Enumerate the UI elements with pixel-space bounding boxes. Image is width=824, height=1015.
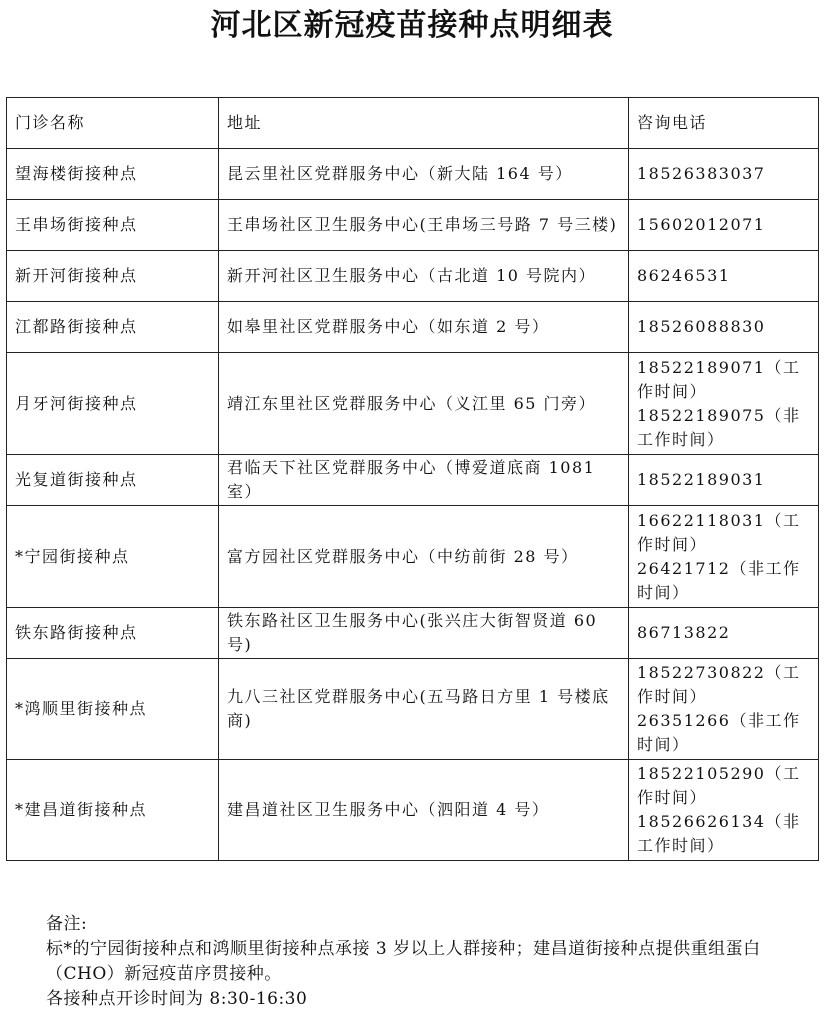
address-cell: 新开河社区卫生服务中心（古北道 10 号院内） <box>219 251 629 302</box>
phone-cell <box>629 302 819 353</box>
header-clinic-name: 门诊名称 <box>7 98 219 149</box>
clinic-name-cell: 铁东路街接种点 <box>7 608 219 659</box>
phone-cell <box>629 760 819 861</box>
address-cell: 九八三社区党群服务中心(五马路日方里 1 号楼底商) <box>219 659 629 760</box>
table-row <box>7 200 819 251</box>
phone-number: 86713822 <box>637 623 731 642</box>
table-row <box>7 760 819 861</box>
phone-cell <box>629 608 819 659</box>
phone-number: 26351266（非工作时间） <box>637 711 801 754</box>
clinic-table <box>6 97 819 861</box>
phone-cell <box>629 251 819 302</box>
table-row <box>7 302 819 353</box>
address-cell: 如皋里社区党群服务中心（如东道 2 号） <box>219 302 629 353</box>
address-cell: 铁东路社区卫生服务中心(张兴庄大街智贤道 60 号) <box>219 608 629 659</box>
notes-line-1: 标*的宁园街接种点和鸿顺里街接种点承接 3 岁以上人群接种；建昌道街接种点提供重组蛋白（CHO）新冠疫苗序贯接种。 <box>46 939 761 984</box>
clinic-name-cell: *宁园街接种点 <box>7 506 219 608</box>
clinic-name-cell: 光复道街接种点 <box>7 455 219 506</box>
phone-cell <box>629 149 819 200</box>
table-row <box>7 455 819 506</box>
table-row <box>7 149 819 200</box>
phone-number: 18526626134（非工作时间） <box>637 812 801 855</box>
clinic-name-cell: 新开河街接种点 <box>7 251 219 302</box>
phone-cell <box>629 455 819 506</box>
phone-cell <box>629 659 819 760</box>
phone-number: 18526383037 <box>637 164 766 183</box>
phone-number: 18522730822（工作时间） <box>637 663 801 706</box>
clinic-name-cell: 江都路街接种点 <box>7 302 219 353</box>
clinic-name-cell: 王串场街接种点 <box>7 200 219 251</box>
clinic-name-cell: 望海楼街接种点 <box>7 149 219 200</box>
address-cell: 君临天下社区党群服务中心（博爱道底商 1081 室） <box>219 455 629 506</box>
table-row <box>7 251 819 302</box>
address-cell: 富方园社区党群服务中心（中纺前街 28 号） <box>219 506 629 608</box>
phone-cell <box>629 200 819 251</box>
phone-number: 18522189071（工作时间） <box>637 357 801 401</box>
phone-number: 26421712（非工作时间） <box>637 558 801 602</box>
phone-number: 18522189075（非工作时间） <box>637 405 801 449</box>
page-title: 河北区新冠疫苗接种点明细表 <box>210 8 614 43</box>
phone-cell <box>629 353 819 455</box>
table-row <box>7 506 819 608</box>
clinic-name-cell: *建昌道街接种点 <box>7 760 219 861</box>
header-phone: 咨询电话 <box>629 98 819 149</box>
table-header-row <box>7 98 819 149</box>
table-row <box>7 659 819 760</box>
table-row <box>7 608 819 659</box>
clinic-name-cell: *鸿顺里街接种点 <box>7 659 219 760</box>
address-cell: 建昌道社区卫生服务中心（泗阳道 4 号） <box>219 760 629 861</box>
phone-number: 16622118031（工作时间） <box>637 510 801 554</box>
address-cell: 昆云里社区党群服务中心（新大陆 164 号） <box>219 149 629 200</box>
address-cell: 靖江东里社区党群服务中心（义江里 65 门旁） <box>219 353 629 455</box>
phone-number: 86246531 <box>637 266 731 285</box>
header-address: 地址 <box>219 98 629 149</box>
phone-cell <box>629 506 819 608</box>
phone-number: 15602012071 <box>637 215 766 234</box>
notes-line-2: 各接种点开诊时间为 8:30-16:30 <box>46 989 308 1009</box>
notes-heading: 备注: <box>46 914 88 934</box>
phone-number: 18522189031 <box>637 470 766 489</box>
clinic-name-cell: 月牙河街接种点 <box>7 353 219 455</box>
phone-number: 18522105290（工作时间） <box>637 764 801 807</box>
address-cell: 王串场社区卫生服务中心(王串场三号路 7 号三楼) <box>219 200 629 251</box>
notes-section <box>46 912 786 1012</box>
table-row <box>7 353 819 455</box>
phone-number: 18526088830 <box>637 317 766 336</box>
